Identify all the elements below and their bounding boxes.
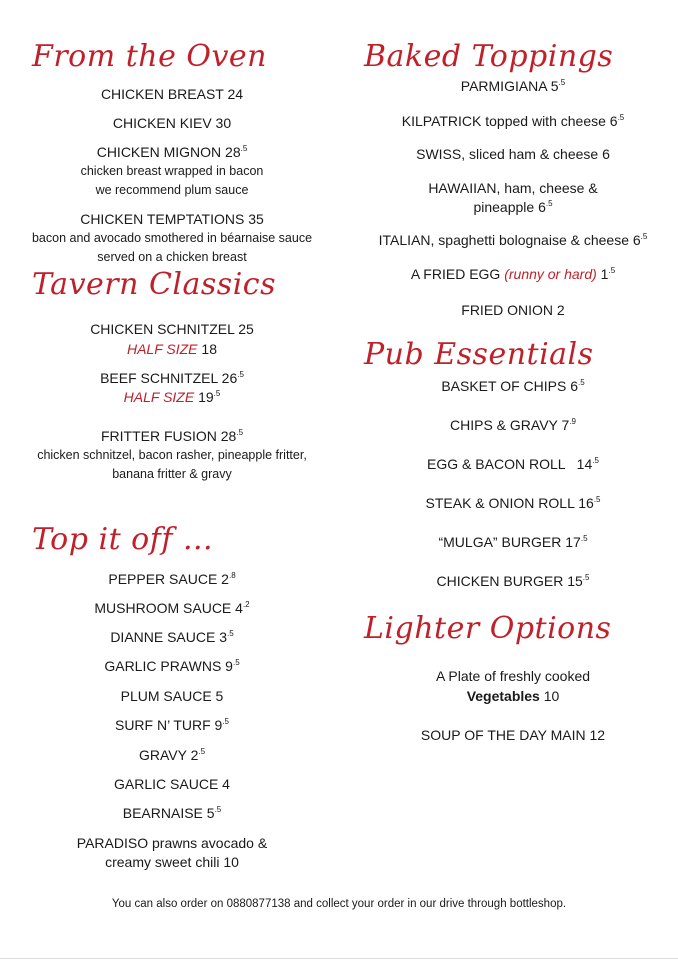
- item-name: BEEF SCHNITZEL 26: [100, 370, 238, 386]
- item-name: PLUM SAUCE 5: [120, 688, 224, 704]
- price-cents: .5: [640, 232, 648, 241]
- item-description: chicken schnitzel, bacon rasher, pineapple fritter,: [37, 448, 307, 462]
- menu-item-chicken-schnitzel: CHICKEN SCHNITZEL 25: [90, 321, 254, 337]
- price-cents: .5: [237, 370, 244, 379]
- price-cents: .5: [222, 717, 229, 726]
- menu-item-pepper-sauce: [20, 570, 324, 589]
- menu-item-parmigiana: [355, 77, 671, 96]
- footer-note: You can also order on 0880877138 and collect your order in our drive through bottleshop.: [111, 898, 567, 910]
- price-cents: .5: [545, 199, 553, 208]
- price-cents: .5: [236, 428, 244, 437]
- item-price: 10: [539, 688, 560, 704]
- half-size-beef-schnitzel: [20, 388, 324, 407]
- price-cents: .5: [213, 389, 221, 398]
- menu-item-dianne-sauce: [20, 628, 324, 647]
- menu-item-gravy: [20, 746, 324, 765]
- price-cents: .5: [198, 747, 206, 756]
- menu-item-hawaiian: HAWAIIAN, ham, cheese &: [428, 180, 598, 196]
- menu-item-soup-of-the-day: SOUP OF THE DAY MAIN 12: [420, 727, 606, 743]
- item-name: BEARNAISE 5: [122, 805, 215, 821]
- menu-item-fried-onion: FRIED ONION 2: [461, 302, 565, 318]
- menu-item-beef-schnitzel: [20, 369, 324, 388]
- half-size-label: HALF SIZE: [123, 389, 195, 405]
- price-cents: .9: [569, 417, 576, 426]
- section-title-from-the-oven: From the Oven: [32, 39, 267, 74]
- price-cents: .5: [593, 495, 601, 504]
- item-name: BASKET OF CHIPS 6: [441, 378, 578, 394]
- price-cents: .5: [214, 805, 222, 814]
- menu-item-mulga-burger: [355, 533, 671, 552]
- menu-item-chicken-breast: CHICKEN BREAST 24: [100, 86, 244, 102]
- item-name: MUSHROOM SAUCE 4: [94, 600, 243, 616]
- item-name: FRITTER FUSION 28: [100, 428, 237, 444]
- item-name: CHICKEN MIGNON 28: [96, 144, 241, 160]
- menu-item-chicken-temptations: CHICKEN TEMPTATIONS 35: [80, 211, 264, 227]
- menu-item-bearnaise: [20, 804, 324, 823]
- price-cents: .5: [578, 378, 585, 387]
- half-size-label: HALF SIZE: [126, 341, 198, 357]
- menu-item-fried-egg: [355, 265, 671, 284]
- half-size-chicken-schnitzel: [20, 340, 324, 359]
- item-description: bacon and avocado smothered in béarnaise sauce: [31, 231, 313, 245]
- menu-item-paradiso-line2: creamy sweet chili 10: [105, 854, 239, 870]
- item-name: KILPATRICK topped with cheese 6: [401, 113, 618, 129]
- item-name: GARLIC PRAWNS 9: [104, 658, 233, 674]
- half-size-price: 19: [198, 389, 214, 405]
- menu-item-vegetables-line2: [355, 687, 671, 706]
- price-cents: .5: [240, 144, 248, 153]
- price-cents: .5: [558, 78, 566, 87]
- menu-item-egg-and-bacon-roll: [355, 455, 671, 474]
- menu-item-chips-and-gravy: [355, 416, 671, 435]
- item-name: PARMIGIANA 5: [460, 78, 559, 94]
- item-name: STEAK & ONION ROLL 16: [425, 495, 594, 511]
- price-cents: .5: [582, 573, 590, 582]
- menu-item-mushroom-sauce: [20, 599, 324, 618]
- item-price: 1: [596, 266, 609, 282]
- price-cents: .8: [228, 571, 236, 580]
- half-size-price: 18: [201, 341, 217, 357]
- price-cents: .5: [608, 266, 616, 275]
- item-name-bold: Vegetables: [466, 688, 540, 704]
- price-cents: .5: [580, 534, 588, 543]
- item-name: pineapple 6: [473, 199, 546, 215]
- section-title-pub-essentials: Pub Essentials: [364, 337, 594, 372]
- section-title-top-it-off: Top it off ...: [32, 522, 214, 557]
- menu-item-surf-n-turf: [20, 716, 324, 735]
- menu-item-italian: [355, 231, 671, 250]
- item-name: PEPPER SAUCE 2: [108, 571, 229, 587]
- menu-item-garlic-sauce: [20, 775, 324, 794]
- item-name: CHIPS & GRAVY 7: [450, 417, 570, 433]
- price-cents: .5: [232, 658, 240, 667]
- section-title-baked-toppings: Baked Toppings: [364, 39, 614, 74]
- menu-item-vegetables: A Plate of freshly cooked: [435, 668, 591, 684]
- menu-item-steak-and-onion-roll: [355, 494, 671, 513]
- price-cents: .2: [242, 600, 250, 609]
- item-name: GRAVY 2: [138, 747, 199, 763]
- item-description: chicken breast wrapped in bacon: [80, 164, 264, 178]
- menu-item-chicken-kiev: CHICKEN KIEV 30: [112, 115, 232, 131]
- section-title-lighter-options: Lighter Options: [364, 611, 612, 646]
- item-name: ITALIAN, spaghetti bolognaise & cheese 6: [378, 232, 641, 248]
- egg-note: (runny or hard): [504, 266, 597, 282]
- menu-item-basket-of-chips: [355, 377, 671, 396]
- item-name: GARLIC SAUCE 4: [114, 776, 230, 792]
- menu-item-chicken-mignon: [20, 143, 324, 162]
- menu-item-fritter-fusion: [20, 427, 324, 446]
- menu-item-swiss: SWISS, sliced ham & cheese 6: [416, 146, 610, 162]
- section-title-tavern-classics: Tavern Classics: [32, 267, 276, 302]
- bottom-divider: [0, 958, 678, 959]
- item-name: “MULGA” BURGER 17: [438, 534, 581, 550]
- item-name: A FRIED EGG: [410, 266, 505, 282]
- menu-item-garlic-prawns: [20, 657, 324, 676]
- item-name: CHICKEN BURGER 15: [436, 573, 583, 589]
- menu-item-plum-sauce: [20, 687, 324, 706]
- menu-item-chicken-burger: [355, 572, 671, 591]
- menu-item-hawaiian-line2: [355, 198, 671, 217]
- item-name: SURF N’ TURF 9: [114, 717, 223, 733]
- menu-item-kilpatrick: [355, 112, 671, 131]
- item-description: banana fritter & gravy: [112, 467, 232, 481]
- item-description: we recommend plum sauce: [95, 183, 249, 197]
- price-cents: .5: [227, 629, 234, 638]
- item-description: served on a chicken breast: [97, 250, 247, 264]
- price-cents: .5: [592, 456, 599, 465]
- item-name: DIANNE SAUCE 3: [110, 629, 228, 645]
- price-cents: .5: [617, 113, 625, 122]
- item-name: EGG & BACON ROLL 14: [427, 456, 593, 472]
- menu-item-paradiso: PARADISO prawns avocado &: [76, 835, 268, 851]
